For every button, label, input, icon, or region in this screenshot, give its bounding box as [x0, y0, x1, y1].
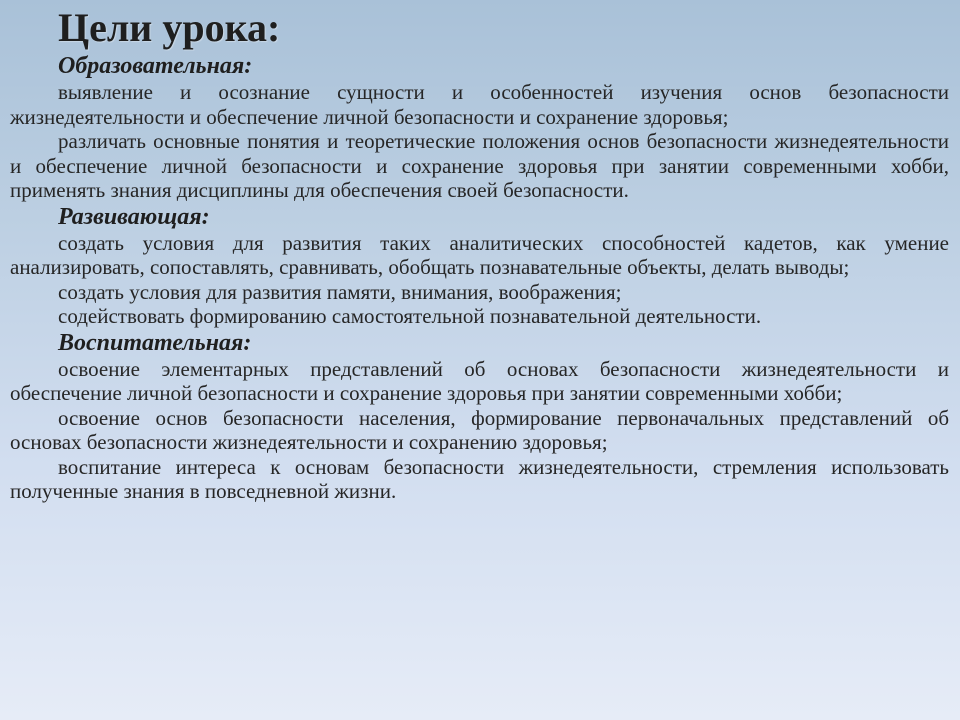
- section-upbringing: [10, 329, 949, 504]
- section-developmental: [10, 203, 949, 329]
- section-heading-developmental: Развивающая:: [58, 203, 210, 230]
- list-item: создать условия для развития таких аналитических способностей кадетов, как умение анализировать, сопоставлять, сравнивать, обобщать познавательные объекты, делать выводы;: [10, 230, 949, 279]
- list-item: воспитание интереса к основам безопасности жизнедеятельности, стремления использовать полученные знания в повседневной жизни.: [10, 454, 949, 503]
- slide-title: Цели урока:: [58, 5, 281, 50]
- section-heading-upbringing: Воспитательная:: [58, 329, 252, 356]
- list-item: выявление и осознание сущности и особенностей изучения основ безопасности жизнедеятельности и обеспечение личной безопасности и сохранение здоровья;: [10, 80, 949, 129]
- section-educational: [10, 52, 949, 203]
- list-item: различать основные понятия и теоретические положения основ безопасности жизнедеятельности и обеспечение личной безопасности и сохранение здоровья при занятии современными хобби, применять знания дисциплины для обеспечения своей безопасности.: [10, 129, 949, 202]
- slide-content: [10, 52, 949, 504]
- list-item: освоение основ безопасности населения, формирование первоначальных представлений об основах безопасности жизнедеятельности и сохранению здоровья;: [10, 405, 949, 454]
- section-heading-educational: Образовательная:: [58, 53, 253, 79]
- list-item: содействовать формированию самостоятельной познавательной деятельности.: [58, 304, 762, 328]
- list-item: создать условия для развития памяти, внимания, воображения;: [58, 279, 622, 304]
- list-item: освоение элементарных представлений об основах безопасности жизнедеятельности и обеспечение личной безопасности и сохранение здоровья при занятии современными хобби;: [10, 356, 949, 405]
